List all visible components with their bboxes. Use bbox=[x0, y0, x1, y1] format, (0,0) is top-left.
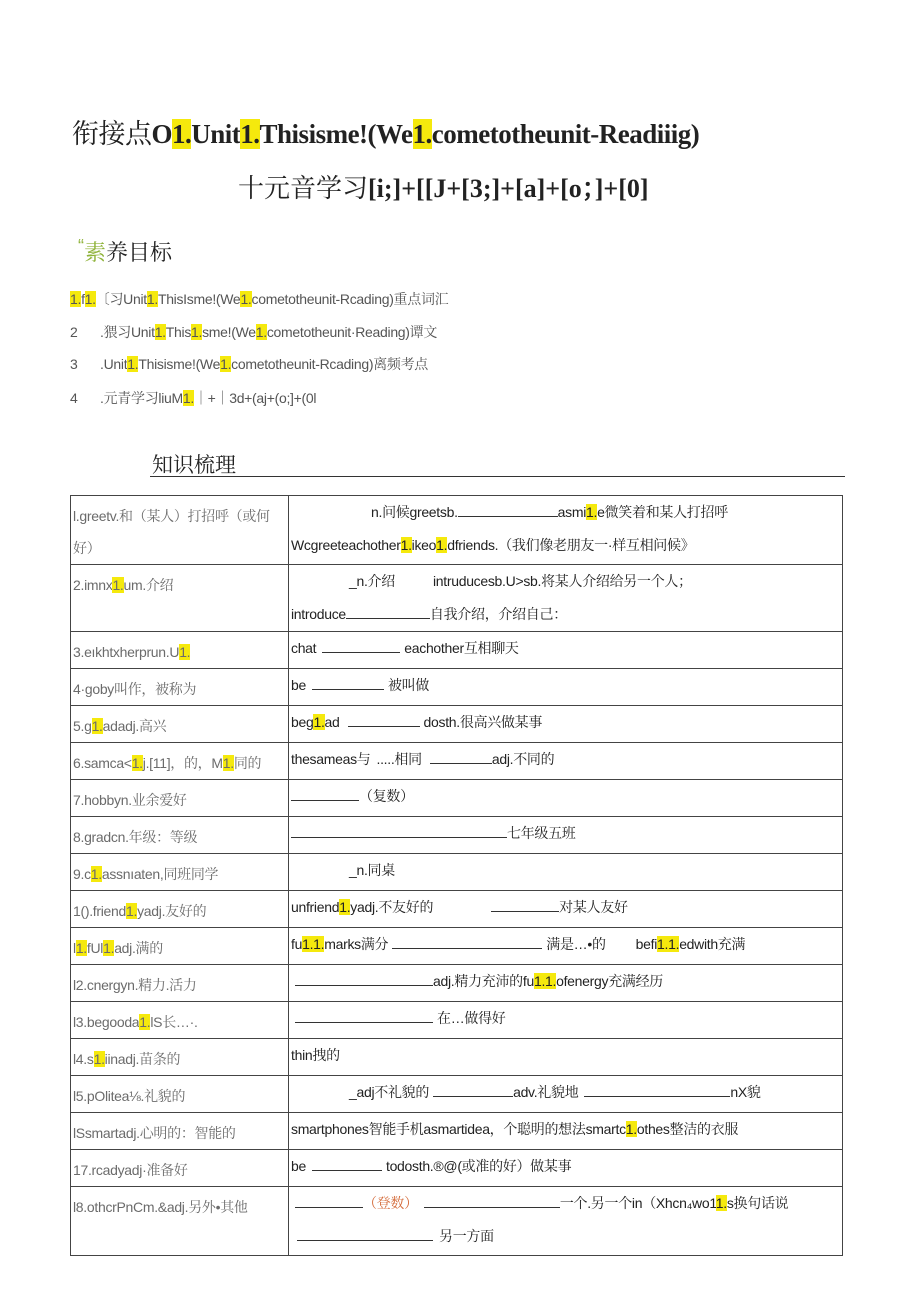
table-row bbox=[71, 780, 843, 817]
notes-cell: be 被叫做 bbox=[289, 669, 843, 706]
word-cell: l1.fUl1.adj.满的 bbox=[71, 928, 289, 965]
table-row bbox=[71, 817, 843, 854]
section-heading-goals: “素养目标 bbox=[78, 236, 173, 265]
page-subtitle: 十元音学习[i;]+[[J+[3;]+[a]+[o；]+[0] bbox=[238, 174, 649, 203]
notes-cell: unfriend1.yadj.不友好的 对某人友好 bbox=[289, 891, 843, 928]
word-cell: l8.othcrPnCm.&adj.另外•其他 bbox=[71, 1187, 289, 1256]
notes-cell: adj.精力充沛的fu1.1.ofenergy充满经历 bbox=[289, 965, 843, 1002]
notes-cell: _adj不礼貌的 adv.礼貌地 nX貌 bbox=[289, 1076, 843, 1113]
notes-cell: fu1.1.marks满分 满是…•的 befi1.1.edwith充满 bbox=[289, 928, 843, 965]
word-cell: l2.cnergyn.精力.活力 bbox=[71, 965, 289, 1002]
word-cell: 3.eıkhtxherprun.U1. bbox=[71, 632, 289, 669]
table-row bbox=[71, 669, 843, 706]
table-row bbox=[71, 1187, 843, 1256]
section-heading-knowledge: 知识梳理 bbox=[152, 454, 236, 477]
word-cell: lSsmartadj.心明的：智能的 bbox=[71, 1113, 289, 1150]
vocabulary-table bbox=[70, 495, 843, 1256]
page-title: 衔接点O1.Unit1.Thisisme!(We1.cometotheunit-Readiiig) bbox=[72, 119, 700, 149]
section-divider bbox=[150, 476, 845, 477]
goal-item: 3 .Unit1.Thisisme!(We1.cometotheunit-Rcading)离频考点 bbox=[70, 356, 429, 372]
notes-cell: _n.同桌 bbox=[289, 854, 843, 891]
notes-cell: be todosth.®@(或准的好）做某事 bbox=[289, 1150, 843, 1187]
word-cell: 1().friend1.yadj.友好的 bbox=[71, 891, 289, 928]
word-cell: 2.imnx1.um.介绍 bbox=[71, 565, 289, 632]
word-cell: 8.gradcn.年级：等级 bbox=[71, 817, 289, 854]
notes-cell: chat eachother互相聊天 bbox=[289, 632, 843, 669]
word-cell: 4·goby叫作，被称为 bbox=[71, 669, 289, 706]
notes-cell: 在…做得好 bbox=[289, 1002, 843, 1039]
table-row bbox=[71, 496, 843, 565]
table-row bbox=[71, 1039, 843, 1076]
notes-cell: thin拽的 bbox=[289, 1039, 843, 1076]
table-row bbox=[71, 743, 843, 780]
goal-item: 1.f1.〔习Unit1.ThisIsme!(We1.cometotheunit-Rcading)重点词汇 bbox=[70, 291, 449, 307]
notes-cell: _n.介绍 intruducesb.U>sb.将某人介绍给另一个人； introduce 自我介绍，介绍自己： bbox=[289, 565, 843, 632]
notes-cell: n.问候greetsb. asmi1.e微笑着和某人打招呼 Wcgreeteachother1.ikeo1.dfriends.（我们像老朋友一·样互相问候》 bbox=[289, 496, 843, 565]
table-row bbox=[71, 1076, 843, 1113]
table-row bbox=[71, 632, 843, 669]
word-cell: l.greetv.和（某人）打招呼（或何好） bbox=[71, 496, 289, 565]
table-row bbox=[71, 891, 843, 928]
table-row bbox=[71, 706, 843, 743]
word-cell: l5.pOlitea⅛.礼貌的 bbox=[71, 1076, 289, 1113]
notes-cell: smartphones智能手机asmartidea，个聪明的想法smartc1.othes整洁的衣服 bbox=[289, 1113, 843, 1150]
word-cell: l4.s1.iinadj.苗条的 bbox=[71, 1039, 289, 1076]
word-cell: 17.rcadyadj·准备好 bbox=[71, 1150, 289, 1187]
table-row bbox=[71, 965, 843, 1002]
table-row bbox=[71, 1113, 843, 1150]
notes-cell: thesameas与 .....相同 adj.不同的 bbox=[289, 743, 843, 780]
word-cell: 6.samca<1.j.[11]，的，M1.同的 bbox=[71, 743, 289, 780]
word-cell: 9.c1.assnıaten,同班同学 bbox=[71, 854, 289, 891]
table-row bbox=[71, 1002, 843, 1039]
table-row bbox=[71, 854, 843, 891]
table-row bbox=[71, 565, 843, 632]
goal-item: 2 .猥习Unit1.This1.sme!(We1.cometotheunit·Reading)谭文 bbox=[70, 324, 438, 340]
table-row bbox=[71, 1150, 843, 1187]
notes-cell: （登数） 一个.另一个in（Xhcn₄wo11.s换句话说 另一方面 bbox=[289, 1187, 843, 1256]
notes-cell: 七年级五班 bbox=[289, 817, 843, 854]
word-cell: 5.g1.adadj.高兴 bbox=[71, 706, 289, 743]
notes-cell: beg1.ad dosth.很高兴做某事 bbox=[289, 706, 843, 743]
notes-cell: （复数） bbox=[289, 780, 843, 817]
goal-item: 4 .元青学习liuM1.｜+｜3d+(aj+(o;]+(0l bbox=[70, 390, 317, 406]
table-row bbox=[71, 928, 843, 965]
word-cell: 7.hobbyn.业余爱好 bbox=[71, 780, 289, 817]
word-cell: l3.begooda1.lS长…·. bbox=[71, 1002, 289, 1039]
